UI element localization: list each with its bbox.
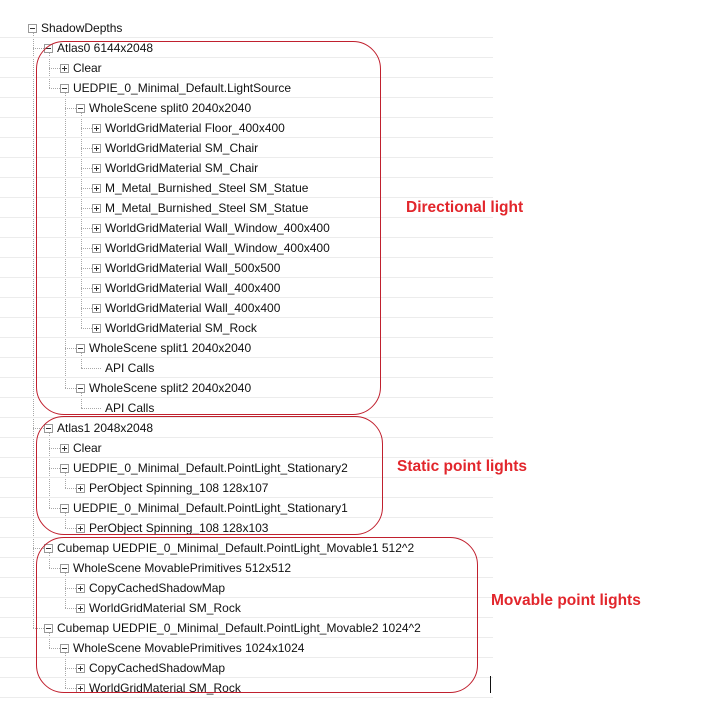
tree-row[interactable] xyxy=(0,258,493,278)
tree-branch-line xyxy=(81,288,92,289)
tree-branch-line xyxy=(81,128,92,129)
tree-row[interactable] xyxy=(0,418,493,438)
collapse-icon[interactable] xyxy=(44,544,53,553)
tree-branch-line xyxy=(81,148,92,149)
expand-icon[interactable] xyxy=(76,664,85,673)
tree-node-label: API Calls xyxy=(105,401,155,415)
tree-branch-line xyxy=(65,528,76,529)
tree-row[interactable] xyxy=(0,518,493,538)
tree-row[interactable] xyxy=(0,158,493,178)
expand-icon[interactable] xyxy=(92,304,101,313)
tree-node-label: Clear xyxy=(73,61,102,75)
tree-branch-line xyxy=(65,388,76,389)
tree-node-label: PerObject Spinning_108 128x103 xyxy=(89,521,269,535)
tree-branch-line xyxy=(65,668,76,669)
tree-node-label: CopyCachedShadowMap xyxy=(89,661,226,675)
tree-node-label: UEDPIE_0_Minimal_Default.PointLight_Stationary1 xyxy=(73,501,348,515)
tree-branch-line xyxy=(49,68,60,69)
tree-node-label: Atlas0 6144x2048 xyxy=(57,41,154,55)
tree-row[interactable] xyxy=(0,298,493,318)
tree-node-label: API Calls xyxy=(105,361,155,375)
expand-icon[interactable] xyxy=(76,604,85,613)
tree-node-label: WorldGridMaterial SM_Chair xyxy=(105,161,259,175)
expand-icon[interactable] xyxy=(92,264,101,273)
collapse-icon[interactable] xyxy=(44,424,53,433)
text-cursor xyxy=(490,676,491,693)
tree-node-label: WholeScene split1 2040x2040 xyxy=(89,341,252,355)
tree-node-label: WorldGridMaterial Wall_400x400 xyxy=(105,281,281,295)
tree-node-label: Clear xyxy=(73,441,102,455)
tree-row[interactable] xyxy=(0,438,493,458)
expand-icon[interactable] xyxy=(92,284,101,293)
static-point-lights-annotation: Static point lights xyxy=(397,458,528,475)
tree-branch-line xyxy=(65,608,76,609)
tree-branch-line xyxy=(81,268,92,269)
collapse-icon[interactable] xyxy=(76,384,85,393)
expand-icon[interactable] xyxy=(76,484,85,493)
tree-node-label: WorldGridMaterial SM_Rock xyxy=(89,601,241,615)
tree-row[interactable] xyxy=(0,578,493,598)
tree-node-label: WorldGridMaterial Wall_400x400 xyxy=(105,301,281,315)
collapse-icon[interactable] xyxy=(76,104,85,113)
tree-node-label: Atlas1 2048x2048 xyxy=(57,421,154,435)
tree-branch-line xyxy=(33,628,44,629)
collapse-icon[interactable] xyxy=(60,564,69,573)
tree-branch-line xyxy=(81,188,92,189)
tree-node-label: ShadowDepths xyxy=(41,21,123,35)
tree-node-label: M_Metal_Burnished_Steel SM_Statue xyxy=(105,201,309,215)
tree-row[interactable] xyxy=(0,638,493,658)
expand-icon[interactable] xyxy=(92,204,101,213)
collapse-icon[interactable] xyxy=(44,44,53,53)
tree-node-label: WholeScene split0 2040x2040 xyxy=(89,101,252,115)
tree-branch-line xyxy=(65,488,76,489)
collapse-icon[interactable] xyxy=(44,624,53,633)
tree-row[interactable] xyxy=(0,118,493,138)
tree-row[interactable] xyxy=(0,138,493,158)
tree-branch-line xyxy=(81,228,92,229)
tree-branch-line xyxy=(65,588,76,589)
shadow-depths-tree xyxy=(0,18,493,703)
tree-node-label: CopyCachedShadowMap xyxy=(89,581,226,595)
tree-node-label: WholeScene split2 2040x2040 xyxy=(89,381,252,395)
tree-branch-line xyxy=(65,108,76,109)
tree-branch-line xyxy=(49,568,60,569)
expand-icon[interactable] xyxy=(60,444,69,453)
expand-icon[interactable] xyxy=(92,324,101,333)
expand-icon[interactable] xyxy=(92,224,101,233)
tree-branch-line xyxy=(81,408,101,409)
tree-row[interactable] xyxy=(0,18,493,38)
tree-node-label: UEDPIE_0_Minimal_Default.LightSource xyxy=(73,81,292,95)
tree-node-label: WorldGridMaterial SM_Rock xyxy=(89,681,241,695)
tree-node-label: WorldGridMaterial Floor_400x400 xyxy=(105,121,285,135)
tree-branch-line xyxy=(49,448,60,449)
expand-icon[interactable] xyxy=(76,584,85,593)
expand-icon[interactable] xyxy=(76,524,85,533)
tree-row[interactable] xyxy=(0,558,493,578)
tree-branch-line xyxy=(81,208,92,209)
tree-node-label: WorldGridMaterial Wall_500x500 xyxy=(105,261,281,275)
tree-row[interactable] xyxy=(0,238,493,258)
tree-node-label: Cubemap UEDPIE_0_Minimal_Default.PointLight_Movable2 1024^2 xyxy=(57,621,421,635)
tree-branch-line xyxy=(49,648,60,649)
tree-branch-line xyxy=(49,508,60,509)
collapse-icon[interactable] xyxy=(60,464,69,473)
tree-row[interactable] xyxy=(0,358,493,378)
directional-light-annotation: Directional light xyxy=(406,199,524,216)
tree-row[interactable] xyxy=(0,78,493,98)
movable-point-lights-annotation: Movable point lights xyxy=(491,592,641,609)
tree-branch-line xyxy=(81,308,92,309)
expand-icon[interactable] xyxy=(76,684,85,693)
tree-row[interactable] xyxy=(0,658,493,678)
expand-icon[interactable] xyxy=(92,244,101,253)
collapse-icon[interactable] xyxy=(76,344,85,353)
tree-node-label: PerObject Spinning_108 128x107 xyxy=(89,481,269,495)
tree-row[interactable] xyxy=(0,498,493,518)
tree-row[interactable] xyxy=(0,98,493,118)
tree-row[interactable] xyxy=(0,338,493,358)
expand-icon[interactable] xyxy=(92,144,101,153)
tree-branch-line xyxy=(65,348,76,349)
tree-node-label: WorldGridMaterial SM_Chair xyxy=(105,141,259,155)
tree-node-label: UEDPIE_0_Minimal_Default.PointLight_Stationary2 xyxy=(73,461,348,475)
tree-branch-line xyxy=(81,368,101,369)
tree-row[interactable] xyxy=(0,478,493,498)
tree-row[interactable] xyxy=(0,618,493,638)
tree-row[interactable] xyxy=(0,178,493,198)
tree-row[interactable] xyxy=(0,278,493,298)
tree-row[interactable] xyxy=(0,598,493,618)
collapse-icon[interactable] xyxy=(60,504,69,513)
tree-node-label: WorldGridMaterial Wall_Window_400x400 xyxy=(105,241,330,255)
tree-branch-line xyxy=(33,48,44,49)
tree-row[interactable] xyxy=(0,538,493,558)
tree-branch-line xyxy=(65,688,76,689)
tree-node-label: Cubemap UEDPIE_0_Minimal_Default.PointLight_Movable1 512^2 xyxy=(57,541,415,555)
tree-row[interactable] xyxy=(0,38,493,58)
tree-branch-line xyxy=(33,428,44,429)
expand-icon[interactable] xyxy=(92,164,101,173)
expand-icon[interactable] xyxy=(92,124,101,133)
tree-row[interactable] xyxy=(0,218,493,238)
tree-row[interactable] xyxy=(0,378,493,398)
tree-node-label: WholeScene MovablePrimitives 1024x1024 xyxy=(73,641,305,655)
tree-branch-line xyxy=(81,248,92,249)
tree-branch-line xyxy=(33,548,44,549)
tree-node-label: WorldGridMaterial SM_Rock xyxy=(105,321,257,335)
tree-node-label: M_Metal_Burnished_Steel SM_Statue xyxy=(105,181,309,195)
tree-row[interactable] xyxy=(0,318,493,338)
tree-row[interactable] xyxy=(0,398,493,418)
tree-node-label: WholeScene MovablePrimitives 512x512 xyxy=(73,561,292,575)
expand-icon[interactable] xyxy=(60,64,69,73)
tree-row[interactable] xyxy=(0,58,493,78)
tree-node-label: WorldGridMaterial Wall_Window_400x400 xyxy=(105,221,330,235)
collapse-icon[interactable] xyxy=(60,84,69,93)
collapse-icon[interactable] xyxy=(60,644,69,653)
tree-branch-line xyxy=(81,168,92,169)
tree-row[interactable] xyxy=(0,678,493,698)
collapse-icon[interactable] xyxy=(28,24,37,33)
tree-branch-line xyxy=(49,88,60,89)
tree-branch-line xyxy=(49,468,60,469)
tree-branch-line xyxy=(81,328,92,329)
expand-icon[interactable] xyxy=(92,184,101,193)
